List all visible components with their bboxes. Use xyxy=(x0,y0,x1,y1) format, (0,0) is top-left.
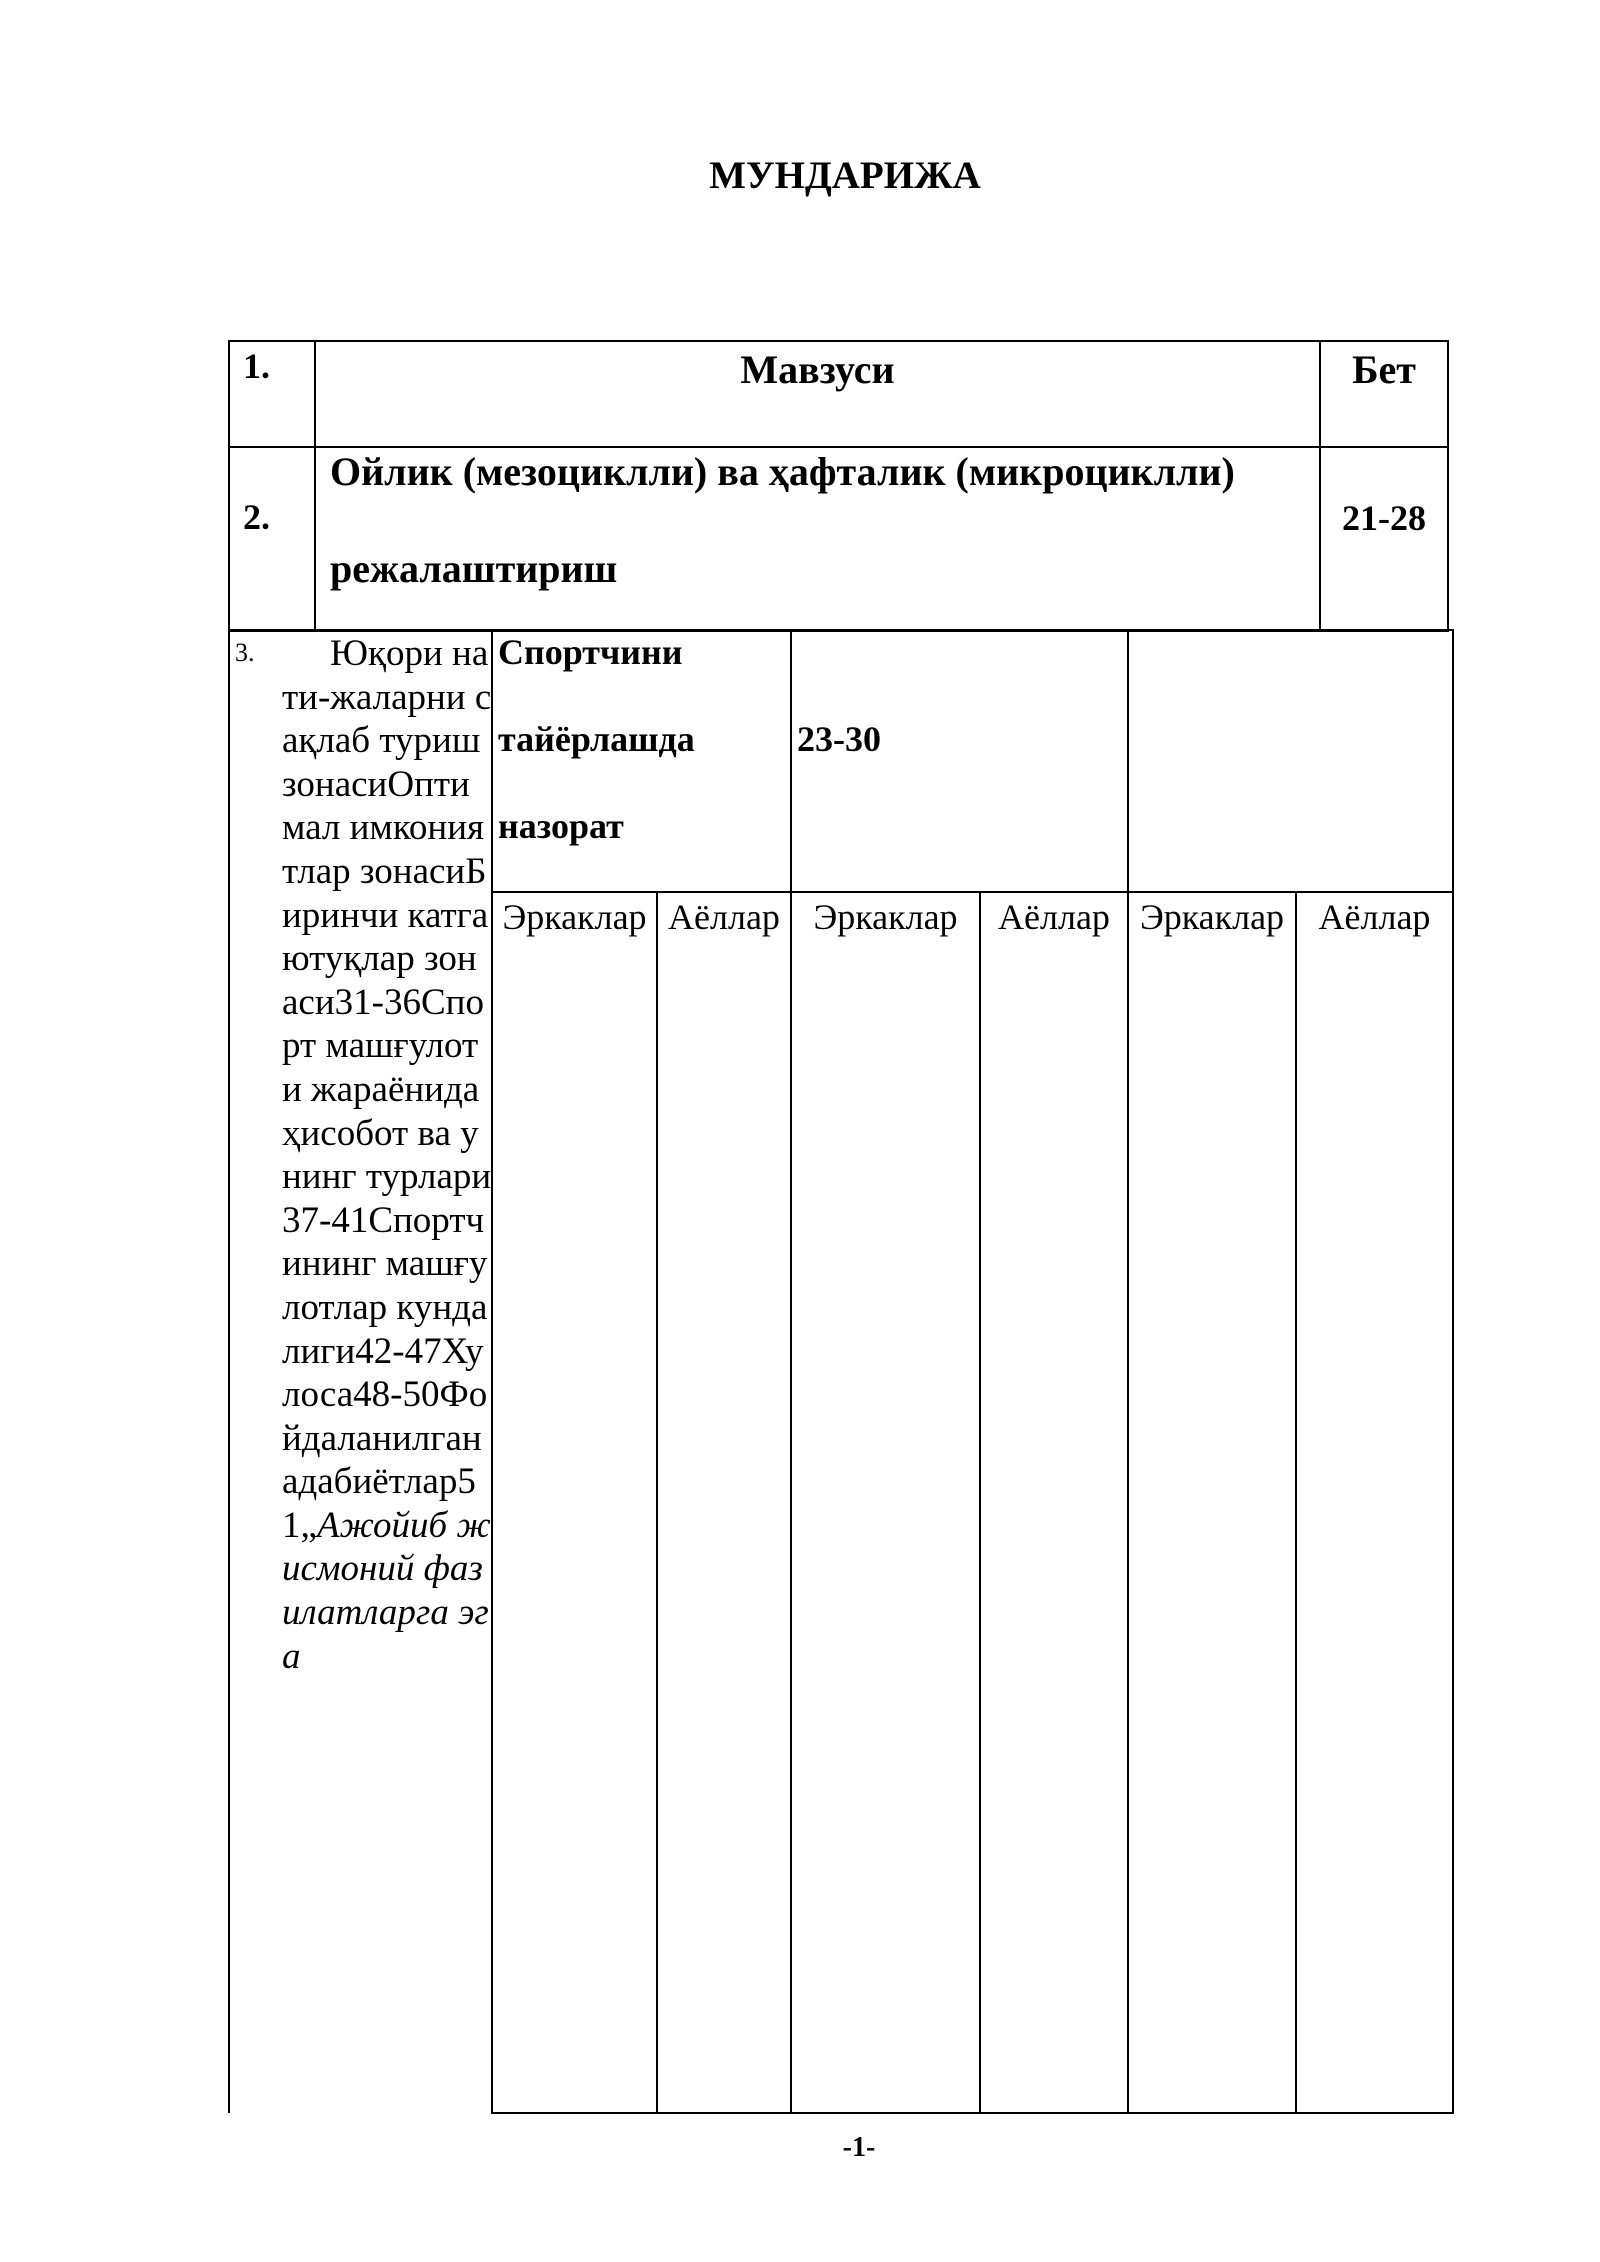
row-3-left-text-main: Юқори нати-жаларни сақлаб туриш зонасиОптимал имкониятлар зонасиБиринчи катга ютуқлар зонаси31-36Спорт машғулоти жараёнида ҳисобот ва унинг турлари37-41Спортчининг машғулотлар кундалиги42-47Хулоса48-50Фойдаланилган адабиётлар51„ xyxy=(282,633,498,1546)
row-3-number: 3. xyxy=(235,638,255,667)
page-number: -1- xyxy=(842,2132,876,2163)
column-header-page: Бет xyxy=(1352,347,1416,392)
row-1-number: 1. xyxy=(243,346,270,386)
document-title: МУНДАРИЖА xyxy=(709,154,981,197)
column-header-topic: Мавзуси xyxy=(740,347,895,392)
row-2-topic-line-1: Ойлик (мезоциклли) ва ҳафталик (микроциклли) xyxy=(330,449,1235,494)
subheader-men-2: Эркаклар xyxy=(813,897,958,937)
subheader-men-1: Эркаклар xyxy=(502,897,647,937)
subheader-women-2: Аёллар xyxy=(998,897,1110,937)
row-2-page: 21-28 xyxy=(1342,498,1426,538)
subheader-women-1: Аёллар xyxy=(668,897,780,937)
row-2-number: 2. xyxy=(243,497,270,537)
row-3-page: 23-30 xyxy=(797,719,881,759)
subheader-men-3: Эркаклар xyxy=(1139,897,1285,937)
row-3-left-text xyxy=(282,632,498,1678)
row-3-topic-line-1: Спортчини xyxy=(498,632,683,672)
row-3-topic-line-2: тайёрлашда xyxy=(498,719,695,759)
row-2-topic-line-2: режалаштириш xyxy=(330,546,618,591)
row-3-left-text-italic: Ажойиб жисмоний фазилатларга эга xyxy=(282,1504,491,1677)
row-3-topic-line-3: назорат xyxy=(498,806,624,846)
subheader-women-3: Аёллар xyxy=(1318,897,1431,937)
